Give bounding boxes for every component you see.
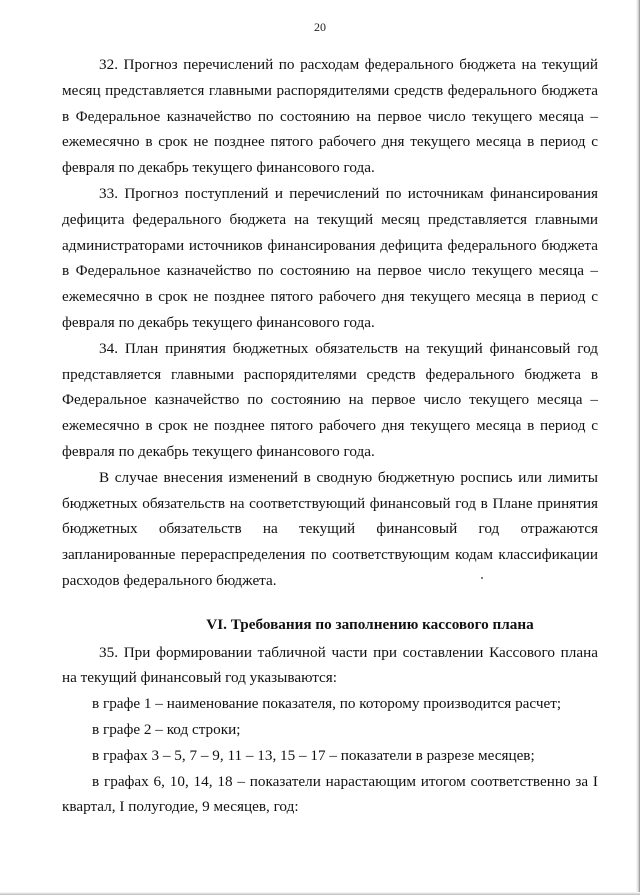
- list-item-column-2: в графе 2 – код строки;: [92, 720, 241, 738]
- list-item-monthly-columns: в графах 3 – 5, 7 – 9, 11 – 13, 15 – 17 – показатели в разрезе месяцев;: [92, 746, 535, 764]
- document-body: [62, 52, 598, 820]
- paragraph-34: 34. План принятия бюджетных обязательств на текущий финансовый год представляется главными распорядителями средств федерального бюджета в Федеральное казначейство по состоянию на первое число текущего месяца – ежемесячно в срок не позднее пятого рабочего дня текущего месяца в период с февраля по декабрь текущего финансового года.: [62, 339, 598, 460]
- list-item-cumulative-columns: в графах 6, 10, 14, 18 – показатели нарастающим итогом соответственно за I квартал, I полугодие, 9 месяцев, год:: [62, 772, 598, 816]
- list-item-column-1: в графе 1 – наименование показателя, по которому производится расчет;: [92, 695, 562, 713]
- paragraph-35: 35. При формировании табличной части при составлении Кассового плана на текущий финансовый год указываются:: [62, 643, 598, 687]
- paragraph-34-amendment: В случае внесения изменений в сводную бюджетную роспись или лимиты бюджетных обязательств на соответствующий финансовый год в Плане принятия бюджетных обязательств на текущий финансовый год отражаются запланированные перераспределения по соответствующим кодам классификации расходов федерального бюджета.: [62, 468, 598, 589]
- paragraph-33: 33. Прогноз поступлений и перечислений по источникам финансирования дефицита федерального бюджета на текущий месяц представляется главными администраторами источников финансирования дефицита федерального бюджета в Федеральное казначейство по состоянию на первое число текущего месяца – ежемесячно в срок не позднее пятого рабочего дня текущего месяца в период с февраля по декабрь текущего финансового года.: [62, 184, 598, 331]
- paragraph-32: 32. Прогноз перечислений по расходам федерального бюджета на текущий месяц представляется главными распорядителями средств федерального бюджета в Федеральное казначейство по состоянию на первое число текущего месяца – ежемесячно в срок не позднее пятого рабочего дня текущего месяца в период с февраля по декабрь текущего финансового года.: [62, 56, 598, 177]
- scan-edge-right: [636, 0, 640, 895]
- scan-speck: [481, 577, 483, 579]
- page-number: 20: [314, 20, 326, 34]
- section-heading: VI. Требования по заполнению кассового плана: [206, 615, 534, 633]
